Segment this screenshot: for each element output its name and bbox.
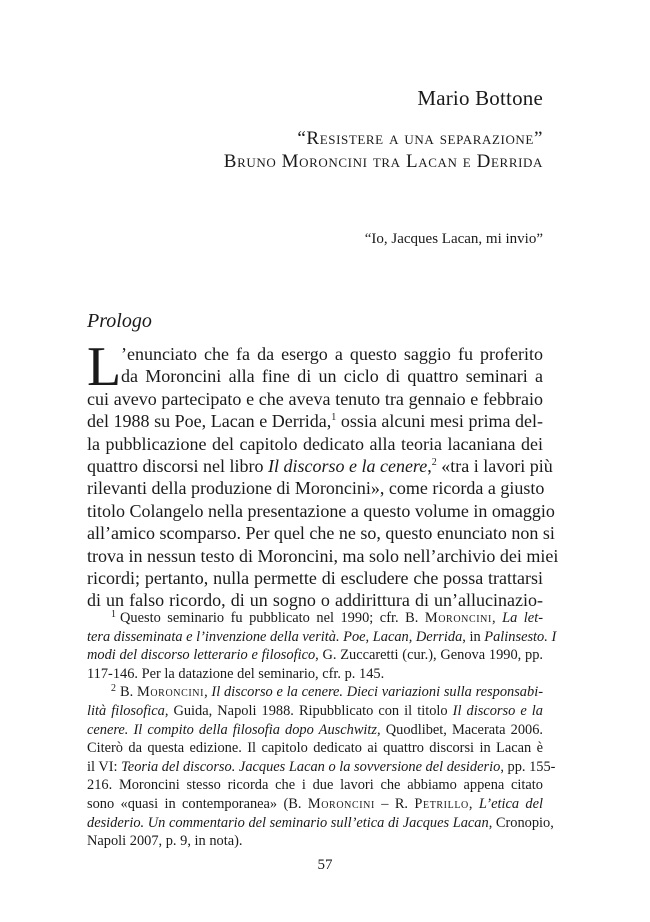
- fn-title: desiderio. Un commentario del seminario sull’etica di Jacques Lacan: [87, 814, 489, 831]
- body-line: la pubblicazione del capitolo dedicato alla teoria lacaniana dei: [87, 433, 543, 454]
- body-line: [87, 410, 543, 432]
- chapter-title-line2: Bruno Moroncini tra Lacan e Derrida: [223, 151, 543, 172]
- fn-title: modi del discorso letterario e filosofico: [87, 647, 316, 664]
- footnote-number: 2: [111, 683, 116, 695]
- footnote-line: 117-146. Per la datazione del seminario, cfr. p. 145.: [87, 665, 385, 682]
- footnote-number: 1: [111, 609, 116, 620]
- fn-author: Moroncini: [136, 684, 205, 701]
- footnote-ref-2: 2: [431, 456, 437, 468]
- fn-author: Moroncini: [424, 610, 492, 626]
- body-line: ’enunciato che fa da esergo a questo saggio fu proferito: [121, 344, 543, 364]
- footnote-line: [87, 628, 557, 647]
- footnote-ref-1: 1: [331, 412, 337, 424]
- body-line: di un falso ricordo, di un sogno o addirittura di un’allucinazio-: [87, 590, 543, 611]
- fn-title: L’etica del: [478, 795, 543, 812]
- footnote-line: [87, 646, 543, 665]
- fn-run: ,: [204, 684, 212, 701]
- footnotes: [87, 609, 557, 851]
- fn-run: , Guida, Napoli 1988. Ripubblicato con il titolo: [164, 702, 453, 719]
- author-name: Mario Bottone: [417, 86, 543, 110]
- fn-run: il VI:: [87, 758, 122, 775]
- fn-run: , in: [462, 628, 485, 645]
- fn-run: ,: [468, 795, 479, 812]
- footnote-line: [87, 721, 543, 740]
- epigraph: “Io, Jacques Lacan, mi invio”: [364, 231, 543, 247]
- footnote-line: [87, 758, 556, 777]
- footnote-line: 216. Moroncini stesso ricorda che i due lavori che abbiamo appena citato: [87, 777, 543, 794]
- body-text-run: ,: [427, 455, 432, 476]
- body-line: [87, 455, 553, 477]
- fn-run: , Quodlibet, Macerata 2006.: [377, 721, 543, 738]
- fn-title: lità filosofica: [87, 702, 165, 719]
- fn-title: Il discorso e la cenere. Dieci variazioni sulla responsabi-: [211, 684, 543, 701]
- body-line: all’amico scomparso. Per quel che ne so, questo enunciato non si: [87, 523, 555, 544]
- drop-cap: L: [87, 336, 122, 398]
- body-line: titolo Colangelo nella presentazione a questo volume in omaggio: [87, 500, 555, 521]
- footnote-line: Citerò da questa edizione. Il capitolo dedicato ai quattro discorsi in Lacan è: [87, 740, 543, 757]
- fn-run: , G. Zuccaretti (cur.), Genova 1990, pp.: [315, 647, 543, 664]
- fn-title: Palinsesto. I: [484, 628, 557, 645]
- body-line: cui avevo partecipato e che aveva tenuto tra gennaio e febbraio: [87, 388, 543, 409]
- footnote-1: [87, 609, 543, 628]
- footnote-line: Napoli 2007, p. 9, in nota).: [87, 833, 243, 850]
- footnote-2: [87, 683, 543, 702]
- fn-title: cenere. Il compito della filosofia dopo Auschwitz: [87, 721, 378, 738]
- body-text-run: «tra i lavori più: [436, 455, 553, 476]
- fn-run: Questo seminario fu pubblicato nel 1990; cfr. B.: [120, 610, 425, 626]
- fn-run: ,: [491, 610, 503, 626]
- fn-title: Il discorso e la: [452, 702, 543, 719]
- body-text-run: del 1988 su Poe, Lacan e Derrida,: [87, 411, 332, 432]
- body-text-run: ossia alcuni mesi prima del-: [336, 411, 543, 432]
- footnote-line: [87, 814, 554, 833]
- fn-title: Teoria del discorso. Jacques Lacan o la sovversione del desiderio: [121, 758, 501, 775]
- fn-author: Petrillo: [414, 795, 469, 812]
- footnote-line: [87, 702, 543, 721]
- body-line: rilevanti della produzione di Moroncini», come ricorda a giusto: [87, 478, 545, 499]
- book-title: Il discorso e la cenere: [267, 455, 428, 476]
- body-text: [87, 336, 559, 612]
- fn-run: B.: [120, 684, 137, 701]
- body-line: ricordi; pertanto, nulla permette di escludere che possa trattarsi: [87, 567, 543, 588]
- fn-run: , pp. 155-: [500, 758, 556, 775]
- fn-title: La let-: [502, 610, 543, 626]
- body-text-run: quattro discorsi nel libro: [87, 455, 268, 476]
- fn-author: Moroncini: [307, 795, 375, 812]
- fn-run: – R.: [374, 795, 415, 812]
- fn-title: tera disseminata e l’invenzione della verità. Poe, Lacan, Derrida: [87, 628, 463, 645]
- section-heading: Prologo: [87, 310, 152, 332]
- chapter-title-line1: “Resistere a una separazione”: [297, 128, 543, 149]
- page-number: 57: [317, 857, 333, 873]
- fn-run: sono «quasi in contemporanea» (B.: [87, 795, 308, 812]
- fn-run: , Cronopio,: [488, 814, 554, 831]
- body-line: da Moroncini alla fine di un ciclo di quattro seminari a: [121, 366, 543, 387]
- body-line: trova in nessun testo di Moroncini, ma solo nell’archivio dei miei: [87, 545, 559, 566]
- footnote-line: [87, 795, 543, 814]
